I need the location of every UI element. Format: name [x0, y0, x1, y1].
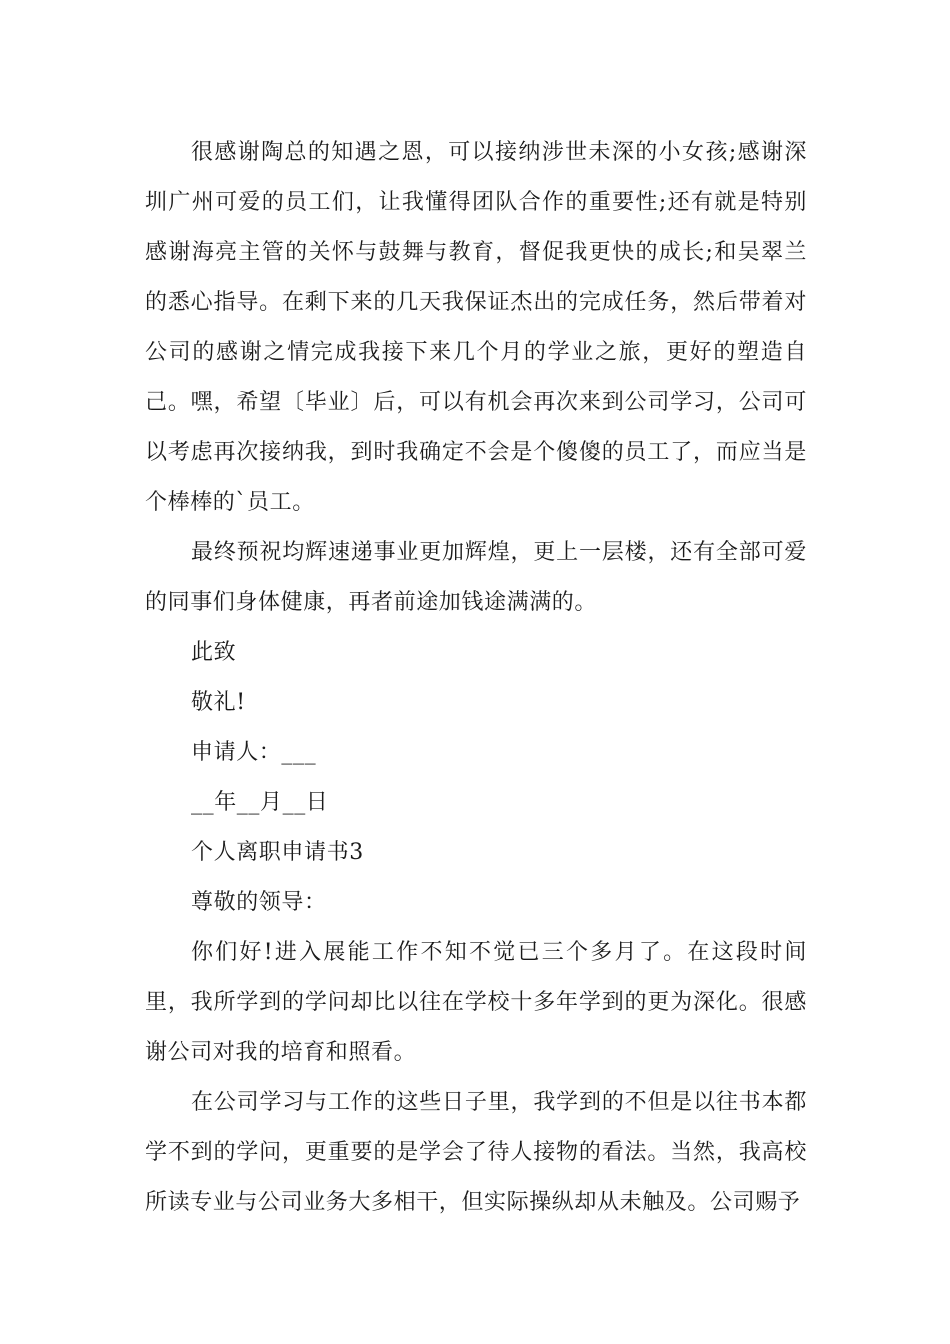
- body-paragraph: 你们好!进入展能工作不知不觉已三个多月了。在这段时间里，我所学到的学问却比以往在学校十多年学到的更为深化。很感谢公司对我的培育和照看。: [145, 940, 807, 1065]
- date-line: __年__月__日: [191, 790, 329, 815]
- closing-regards: 敬礼!: [191, 690, 246, 715]
- section-title: 个人离职申请书3: [191, 840, 364, 865]
- closing-salutation: 此致: [191, 640, 237, 665]
- applicant-line: 申请人：___: [191, 740, 317, 765]
- greeting: 尊敬的领导：: [191, 890, 327, 915]
- body-paragraph: 最终预祝均辉速递事业更加辉煌，更上一层楼，还有全部可爱的同事们身体健康，再者前途加钱途满满的。: [145, 540, 807, 615]
- document-page: [145, 128, 807, 1228]
- body-paragraph: 在公司学习与工作的这些日子里，我学到的不但是以往书本都学不到的学问，更重要的是学会了待人接物的看法。当然，我高校所读专业与公司业务大多相干，但实际操纵却从未触及。公司赐予: [145, 1090, 807, 1215]
- body-paragraph: 很感谢陶总的知遇之恩，可以接纳涉世未深的小女孩;感谢深圳广州可爱的员工们，让我懂得团队合作的重要性;还有就是特别感谢海亮主管的关怀与鼓舞与教育，督促我更快的成长;和吴翠兰的悉心指导。在剩下来的几天我保证杰出的完成任务，然后带着对公司的感谢之情完成我接下来几个月的学业之旅，更好的塑造自己。嘿，希望〔毕业〕后，可以有机会再次来到公司学习，公司可以考虑再次接纳我，到时我确定不会是个傻傻的员工了，而应当是个棒棒的`员工。: [145, 140, 807, 515]
